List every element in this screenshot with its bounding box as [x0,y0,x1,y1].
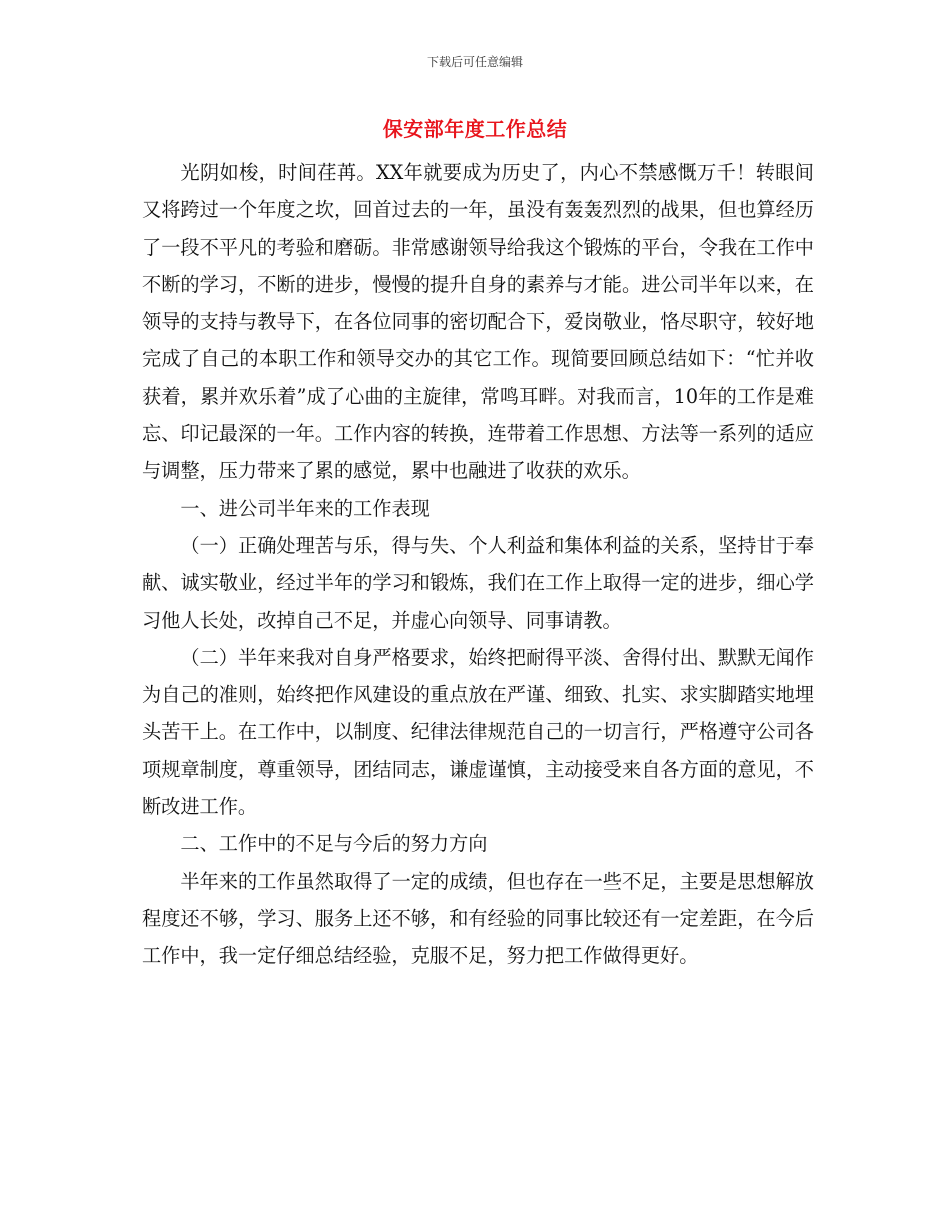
section-heading-2: 二、工作中的不足与今后的努力方向 [180,832,488,856]
document-title: 保安部年度工作总结 [382,117,568,141]
header-note: 下载后可任意编辑 [426,55,523,69]
paragraph-conclusion: 半年来的工作虽然取得了一定的成绩，但也存在一些不足，主要是思想解放程度还不够，学习、服务上还不够，和有经验的同事比较还有一定差距，在今后工作中，我一定仔细总结经验，克服不足，努力把工作做得更好。 [142,869,814,968]
paragraph-item-2: （二）半年来我对自身严格要求，始终把耐得平淡、舍得付出、默默无闻作为自己的准则，始终把作风建设的重点放在严谨、细致、扎实、求实脚踏实地埋头苦干上。在工作中，以制度、纪律法律规范自己的一切言行，严格遵守公司各项规章制度，尊重领导，团结同志，谦虚谨慎，主动接受来自各方面的意见，不断改进工作。 [142,645,814,819]
paragraph-item-1: （一）正确处理苦与乐，得与失、个人利益和集体利益的关系，坚持甘于奉献、诚实敬业，经过半年的学习和锻炼，我们在工作上取得一定的进步，细心学习他人长处，改掉自己不足，并虚心向领导、同事请教。 [142,533,814,632]
paragraph-intro: 光阴如梭，时间荏苒。XX年就要成为历史了，内心不禁感慨万千！转眼间又将跨过一个年度之坎，回首过去的一年，虽没有轰轰烈烈的战果，但也算经历了一段不平凡的考验和磨砺。非常感谢领导给我这个锻炼的平台，令我在工作中不断的学习，不断的进步，慢慢的提升自身的素养与才能。进公司半年以来，在领导的支持与教导下，在各位同事的密切配合下，爱岗敬业，恪尽职守，较好地完成了自己的本职工作和领导交办的其它工作。现简要回顾总结如下：“忙并收获着，累并欢乐着”成了心曲的主旋律，常鸣耳畔。对我而言，10年的工作是难忘、印记最深的一年。工作内容的转换，连带着工作思想、方法等一系列的适应与调整，压力带来了累的感觉，累中也融进了收获的欢乐。 [142,161,814,483]
document-body [142,154,814,975]
section-heading-1: 一、进公司半年来的工作表现 [180,496,430,520]
